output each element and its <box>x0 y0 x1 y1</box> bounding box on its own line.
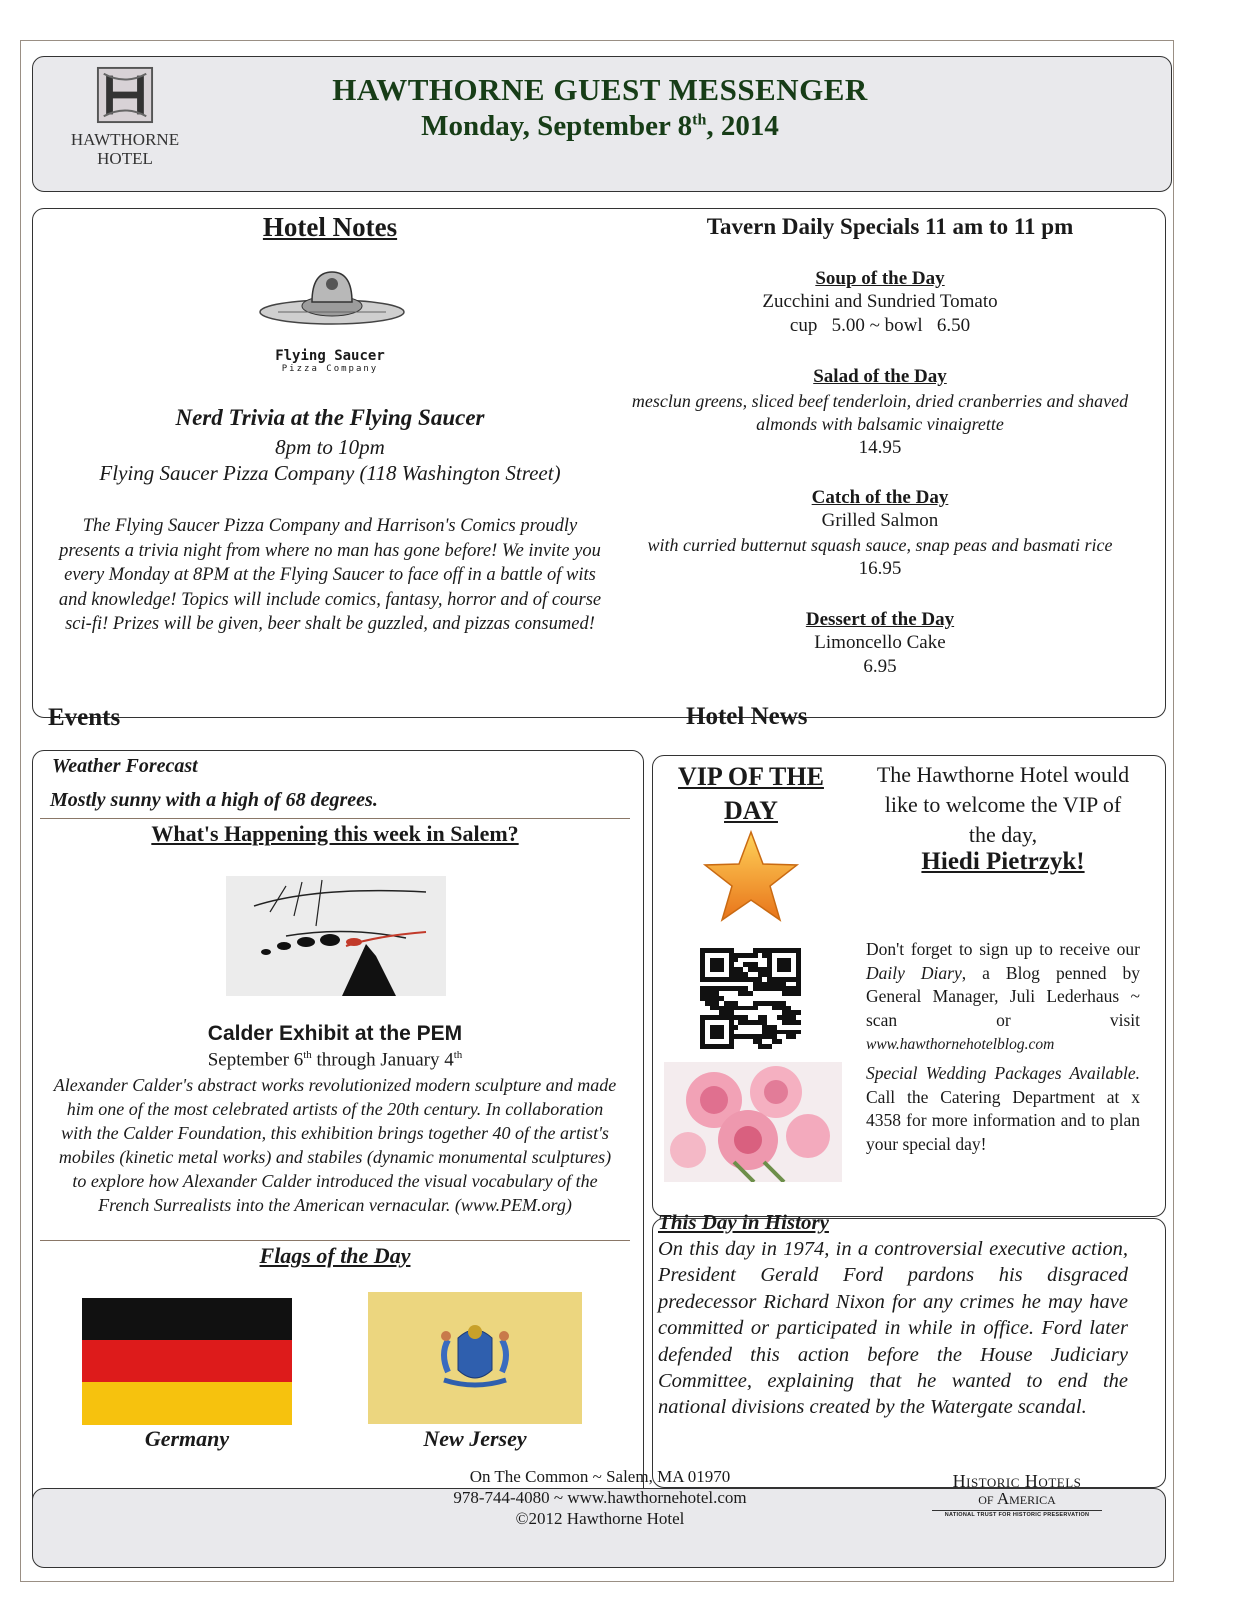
hotel-news-label: Hotel News <box>686 703 808 730</box>
salad-price: 14.95 <box>858 437 902 458</box>
blog-link[interactable]: www.hawthornehotelblog.com <box>866 1036 1055 1053</box>
hotel-notes-heading: Hotel Notes <box>262 212 398 242</box>
flying-saucer-logo-subtext: Pizza Company <box>281 364 379 374</box>
history-text: On this day in 1974, in a controversial executive action, President Gerald Ford pardons his disgraced predecessor Richard Nixon for any crimes he may have committed or participated in while in office. Ford later defended this action before the House Judiciary Committee, explaining that he wanted to end the national divisions created by the Watergate scandal. <box>658 1238 1128 1419</box>
germany-flag <box>82 1298 292 1425</box>
events-divider-1 <box>40 818 630 819</box>
catch-special <box>612 487 1148 581</box>
footer-address: On The Common ~ Salem, MA 01970 <box>469 1467 731 1486</box>
trivia-location: Flying Saucer Pizza Company (118 Washington Street) <box>99 461 561 485</box>
logo-line-1: HAWTHORNE <box>70 130 180 149</box>
logo-line-2: HOTEL <box>97 149 153 168</box>
footer-phone-web[interactable]: 978-744-4080 ~ www.hawthornehotel.com <box>453 1488 747 1507</box>
monogram-h-icon <box>96 66 154 124</box>
calder-mobile-image <box>226 876 446 996</box>
salad-special <box>630 366 1130 460</box>
events-label: Events <box>48 704 121 731</box>
weather-title: Weather Forecast <box>52 755 198 777</box>
soup-name: Zucchini and Sundried Tomato <box>762 291 998 312</box>
vip-name: Hiedi Pietrzyk! <box>921 848 1085 875</box>
qr-code-icon[interactable] <box>700 948 801 1049</box>
catch-title: Catch of the Day <box>811 487 949 508</box>
newsletter-title: HAWTHORNE GUEST MESSENGER <box>332 72 868 107</box>
trivia-time: 8pm to 10pm <box>275 435 385 459</box>
vip-welcome: The Hawthorne Hotel would like to welcome the VIP of the day, <box>876 762 1130 847</box>
vip-heading: VIP OF THE DAY <box>678 762 824 825</box>
flags-heading: Flags of the Day <box>259 1243 411 1268</box>
star-icon <box>700 828 802 926</box>
new-jersey-flag <box>368 1292 582 1424</box>
salad-title: Salad of the Day <box>813 366 947 387</box>
flying-saucer-logo-text: Flying Saucer <box>275 348 385 364</box>
newsletter-date: Monday, September 8th, 2014 <box>421 110 779 142</box>
exhibit-description: Alexander Calder's abstract works revolutionized modern sculpture and made him one of the most celebrated artists of the 20th century. In collaboration with the Calder Foundation, this exhibition brings together 40 of the artist's mobiles (kinetic metal works) and stabiles (dynamic monumental sculptures) to explore how Alexander Calder introduced the visual vocabulary of the French Surrealists into the American vernacular. (www.PEM.org) <box>53 1075 617 1215</box>
catch-price: 16.95 <box>858 558 902 579</box>
pink-roses-image <box>664 1062 842 1182</box>
footer-contact <box>350 1466 850 1529</box>
trivia-title: Nerd Trivia at the Flying Saucer <box>175 405 485 430</box>
historic-hotels-logo: Historic Hotels of America NATIONAL TRUST FOR HISTORIC PRESERVATION <box>932 1472 1102 1518</box>
catch-name: Grilled Salmon <box>821 510 939 531</box>
weather-text: Mostly sunny with a high of 68 degrees. <box>50 789 378 811</box>
catch-detail: with curried butternut squash sauce, snap peas and basmati rice <box>647 535 1113 555</box>
soup-title: Soup of the Day <box>815 268 945 289</box>
hotel-logo <box>62 66 188 166</box>
footer-copyright: ©2012 Hawthorne Hotel <box>515 1509 685 1528</box>
soup-price: cup 5.00 ~ bowl 6.50 <box>789 315 971 336</box>
happening-heading: What's Happening this week in Salem? <box>151 821 519 846</box>
dessert-special <box>620 609 1140 679</box>
exhibit-dates: September 6th through January 4th <box>207 1049 463 1071</box>
wedding-packages-text: Special Wedding Packages Available. Call the Catering Department at x 4358 for more information and to plan your special day! <box>866 1063 1140 1154</box>
dessert-title: Dessert of the Day <box>805 609 955 630</box>
tavern-specials-heading: Tavern Daily Specials 11 am to 11 pm <box>706 214 1074 239</box>
history-heading: This Day in History <box>658 1210 829 1234</box>
germany-flag-label: Germany <box>144 1426 230 1451</box>
daily-diary-text: Don't forget to sign up to receive our Daily Diary, a Blog penned by General Manager, Juli Lederhaus ~ scan or visit www.hawthornehotelblog.com <box>866 939 1140 1053</box>
dessert-name: Limoncello Cake <box>814 632 946 653</box>
salad-detail: mesclun greens, sliced beef tenderloin, dried cranberries and shaved almonds with balsamic vinaigrette <box>631 391 1129 434</box>
flying-saucer-icon <box>256 266 408 338</box>
trivia-description: The Flying Saucer Pizza Company and Harrison's Comics proudly presents a trivia night from where no man has gone before! We invite you every Monday at 8PM at the Flying Saucer to face off in a battle of wits and knowledge! Topics will include comics, fantasy, horror and of course sci-fi! Prizes will be given, beer shalt be guzzled, and pizzas consumed! <box>58 516 602 634</box>
soup-special <box>620 268 1140 338</box>
events-divider-2 <box>40 1240 630 1241</box>
new-jersey-flag-label: New Jersey <box>423 1426 527 1451</box>
dessert-price: 6.95 <box>863 656 897 677</box>
exhibit-title: Calder Exhibit at the PEM <box>207 1022 463 1045</box>
